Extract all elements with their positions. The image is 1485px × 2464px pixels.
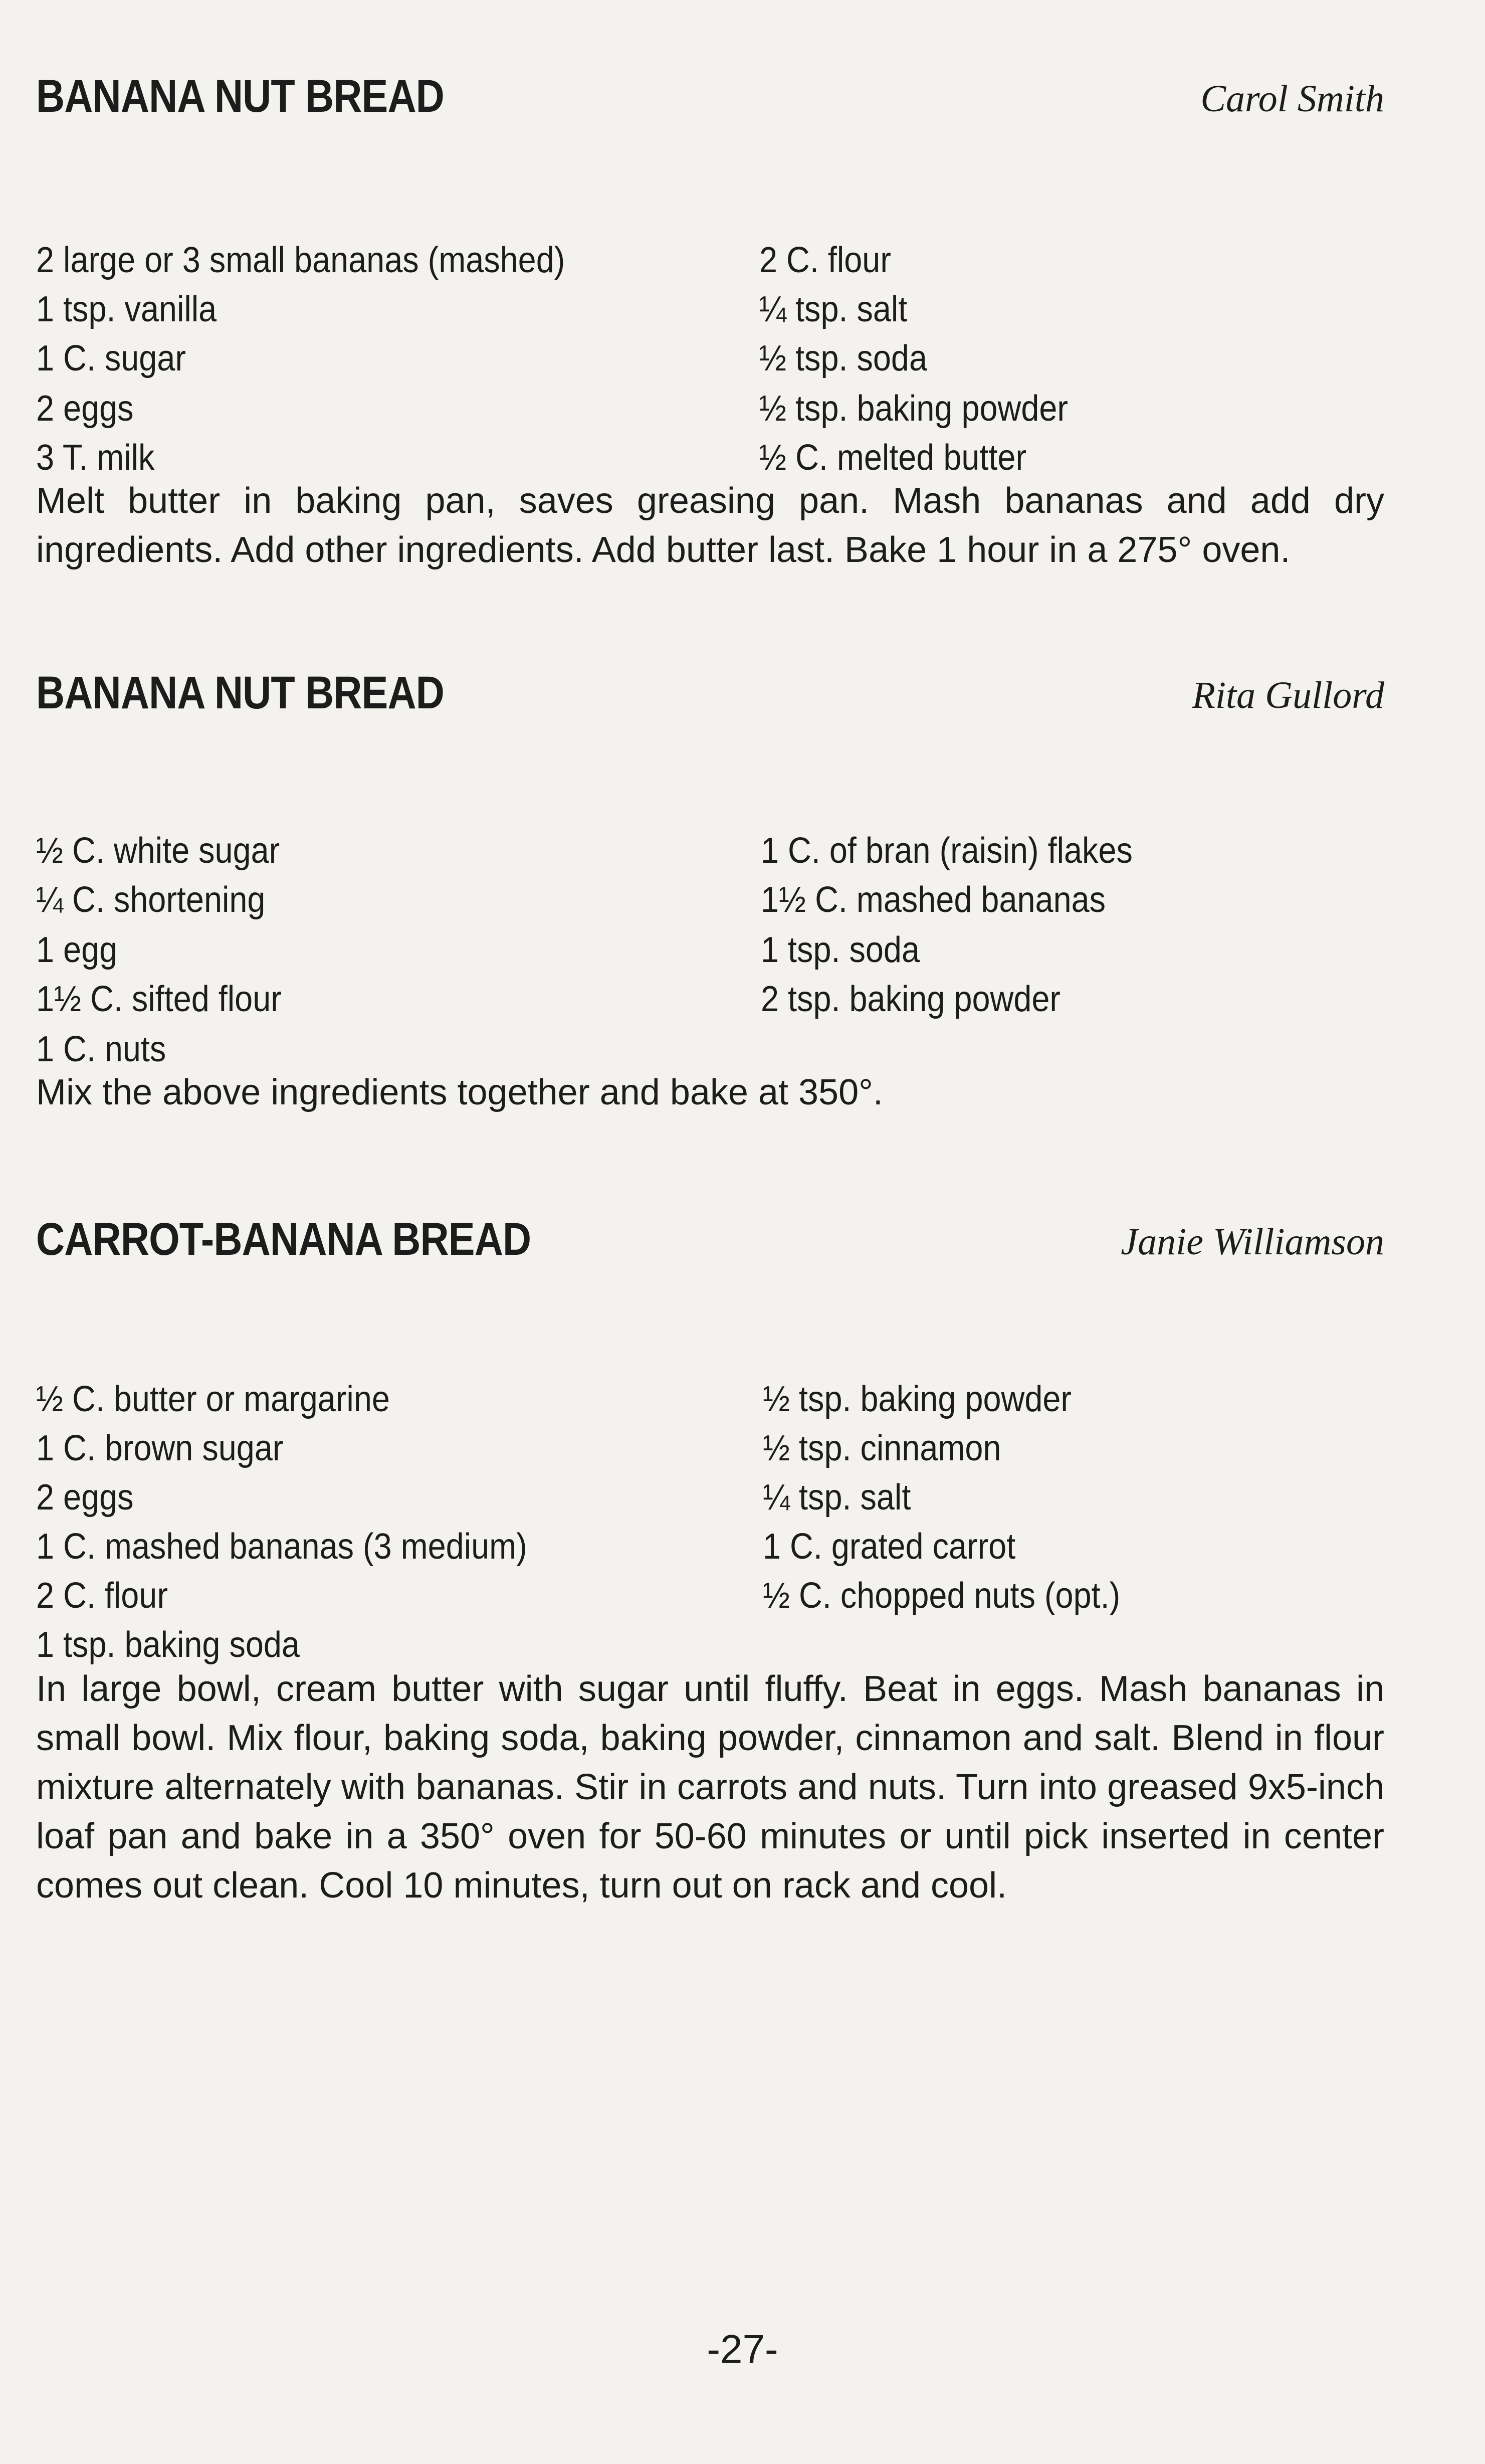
ingredient: ½ C. white sugar	[36, 831, 280, 871]
recipe-carrot-banana-bread	[36, 1213, 1384, 1906]
recipe-title: BANANA NUT BREAD	[36, 667, 445, 718]
ingredient: 1 tsp. soda	[761, 930, 920, 970]
recipe-title: CARROT-BANANA BREAD	[36, 1214, 531, 1265]
ingredient: 1 C. nuts	[36, 1029, 166, 1069]
recipe-instructions: Melt butter in baking pan, saves greasing pan. Mash bananas and add dry ingredients. Add other ingredients. Add butter last. Bake 1 hour in a 275° oven.	[36, 481, 1384, 570]
ingredient: 1 tsp. vanilla	[36, 289, 217, 329]
ingredient: 1 C. brown sugar	[36, 1428, 284, 1468]
ingredient: 1½ C. mashed bananas	[761, 880, 1106, 920]
ingredient: 1 tsp. baking soda	[36, 1625, 300, 1665]
recipe-header	[36, 1213, 1384, 1273]
ingredient: ½ tsp. cinnamon	[763, 1428, 1001, 1468]
ingredient: 2 C. flour	[36, 1576, 168, 1616]
ingredient: 1 C. of bran (raisin) flakes	[761, 831, 1133, 871]
ingredient: 1 C. sugar	[36, 338, 186, 378]
ingredient: 2 tsp. baking powder	[761, 979, 1060, 1019]
recipe-header	[36, 70, 1384, 130]
ingredient: ½ C. melted butter	[759, 438, 1027, 478]
recipe-author: Rita Gullord	[1192, 674, 1384, 716]
ingredient: 2 eggs	[36, 389, 134, 429]
ingredient: ¼ tsp. salt	[759, 289, 908, 329]
ingredient: ½ tsp. baking powder	[759, 389, 1068, 429]
ingredient: 2 large or 3 small bananas (mashed)	[36, 240, 565, 280]
ingredient: 3 T. milk	[36, 438, 155, 478]
recipe-title: BANANA NUT BREAD	[36, 71, 445, 122]
ingredient: 1 C. mashed bananas (3 medium)	[36, 1527, 527, 1567]
recipe-author: Carol Smith	[1200, 78, 1384, 120]
recipe-banana-nut-bread-gullord	[36, 667, 1384, 1112]
recipe-header	[36, 667, 1384, 727]
ingredient: ¼ C. shortening	[36, 880, 266, 920]
ingredient: 1½ C. sifted flour	[36, 979, 282, 1019]
ingredient: ½ tsp. soda	[759, 338, 928, 378]
ingredient: ½ tsp. baking powder	[763, 1379, 1072, 1419]
ingredient: ½ C. chopped nuts (opt.)	[763, 1576, 1121, 1616]
ingredient: ¼ tsp. salt	[763, 1477, 911, 1518]
ingredient: 2 C. flour	[759, 240, 891, 280]
page-number: -27-	[707, 2327, 778, 2371]
recipe-instructions: In large bowl, cream butter with sugar until fluffy. Beat in eggs. Mash bananas in small bowl. Mix flour, baking soda, baking powder, cinnamon and salt. Blend in flour mixture alternately with bananas. Stir in carrots and nuts. Turn into greased 9x5-inch loaf pan and bake in a 350° oven for 50-60 minutes or until pick inserted in center comes out clean. Cool 10 minutes, turn out on rack and cool.	[36, 1669, 1384, 1906]
recipe-author: Janie Williamson	[1121, 1221, 1384, 1263]
ingredient: 1 egg	[36, 930, 118, 970]
ingredient: 2 eggs	[36, 1477, 134, 1518]
ingredient: ½ C. butter or margarine	[36, 1379, 390, 1419]
ingredient: 1 C. grated carrot	[763, 1527, 1016, 1567]
recipe-banana-nut-bread-smith	[36, 70, 1384, 570]
recipe-instructions: Mix the above ingredients together and bake at 350°.	[36, 1072, 883, 1112]
